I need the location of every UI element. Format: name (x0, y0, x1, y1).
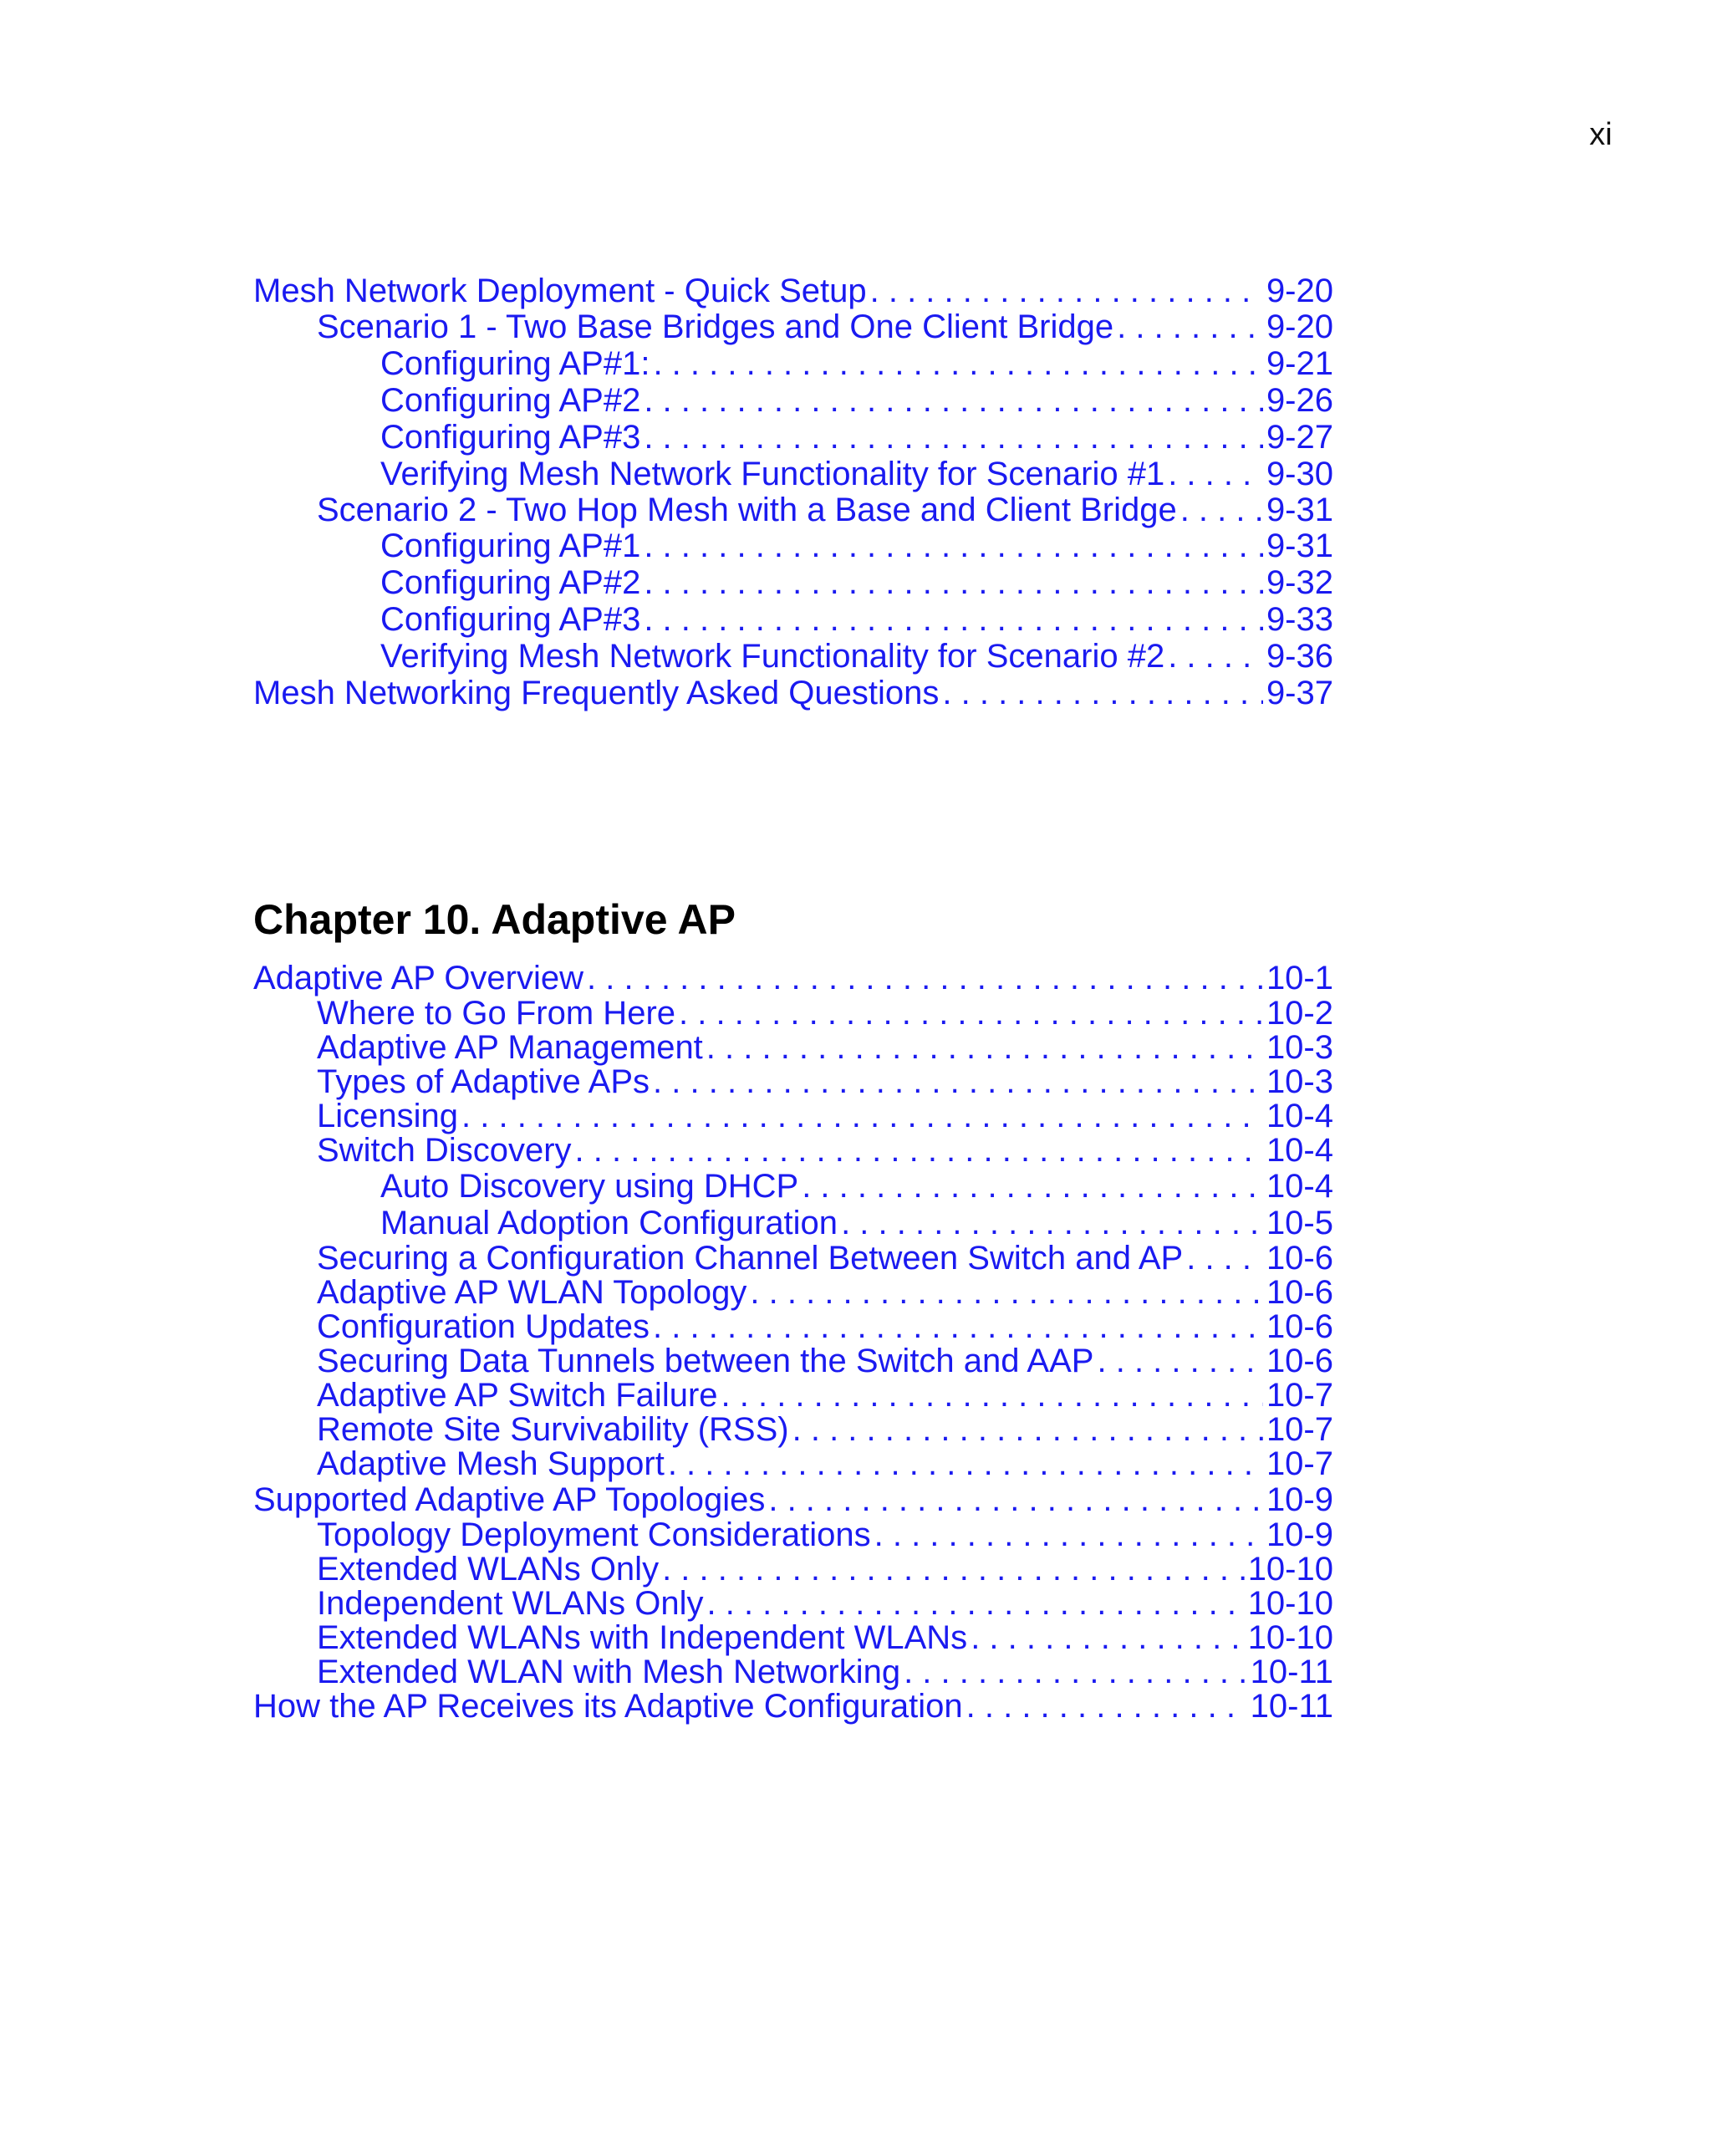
dot-leader (644, 419, 1263, 456)
toc-entry-page-number[interactable]: 9-31 (1266, 492, 1333, 528)
toc-entry-title[interactable]: Supported Adaptive AP Topologies (253, 1481, 766, 1518)
dot-leader (1097, 1344, 1262, 1379)
dot-leader (662, 1552, 1245, 1587)
dot-leader (1168, 456, 1263, 492)
toc-entry-page-number[interactable]: 10-10 (1247, 1551, 1333, 1588)
toc-entry-title[interactable]: Configuring AP#2 (380, 564, 641, 601)
toc-entry[interactable] (253, 345, 1333, 382)
toc-entry-title[interactable]: Mesh Network Deployment - Quick Setup (253, 273, 867, 309)
dot-leader (904, 1655, 1247, 1690)
dot-leader (942, 675, 1263, 711)
toc-entry-page-number[interactable]: 10-7 (1266, 1377, 1333, 1414)
dot-leader (971, 1621, 1245, 1655)
toc-entry[interactable] (253, 1518, 1333, 1552)
dot-leader (461, 1099, 1263, 1134)
toc-entry[interactable] (253, 1276, 1333, 1310)
toc-entry-title[interactable]: Configuration Updates (317, 1308, 650, 1345)
toc-entry[interactable] (253, 1587, 1333, 1621)
dot-leader (587, 960, 1263, 996)
toc-entry-title[interactable]: Independent WLANs Only (317, 1585, 704, 1622)
toc-entry-page-number[interactable]: 9-31 (1266, 528, 1333, 564)
toc-entry[interactable] (253, 1031, 1333, 1065)
toc-entry-page-number[interactable]: 9-20 (1266, 273, 1333, 309)
toc-entry[interactable] (253, 1168, 1333, 1205)
dot-leader (706, 1587, 1244, 1621)
toc-entry[interactable] (253, 996, 1333, 1031)
toc-entry-title[interactable]: Configuring AP#1: (380, 345, 650, 382)
toc-entry-title[interactable]: Topology Deployment Considerations (317, 1516, 871, 1553)
toc-entry-page-number[interactable]: 10-6 (1266, 1343, 1333, 1379)
toc-entry-page-number[interactable]: 10-4 (1266, 1098, 1333, 1134)
toc-entry[interactable] (253, 1134, 1333, 1168)
dot-leader (1117, 309, 1263, 345)
toc-entry[interactable] (253, 273, 1333, 309)
dot-leader (706, 1031, 1263, 1065)
toc-entry-title[interactable]: Adaptive AP Management (317, 1029, 703, 1066)
toc-entry-page-number[interactable]: 9-26 (1266, 382, 1333, 419)
dot-leader (870, 273, 1263, 309)
dot-leader (575, 1134, 1263, 1168)
toc-entry-page-number[interactable]: 9-32 (1266, 564, 1333, 601)
dot-leader (874, 1518, 1263, 1552)
toc-entry[interactable] (253, 1344, 1333, 1379)
toc-entry-page-number[interactable]: 9-36 (1266, 638, 1333, 675)
toc-entry-page-number[interactable]: 9-33 (1266, 601, 1333, 638)
toc-entry-title[interactable]: Adaptive Mesh Support (317, 1445, 665, 1482)
toc-entry-title[interactable]: Switch Discovery (317, 1132, 572, 1169)
toc-entry-title[interactable]: Where to Go From Here (317, 995, 676, 1032)
toc-entry-title[interactable]: Adaptive AP WLAN Topology (317, 1274, 747, 1311)
dot-leader (653, 1065, 1263, 1099)
toc-list-mesh-deployment (253, 273, 1333, 711)
dot-leader (653, 345, 1262, 382)
dot-leader (721, 1379, 1263, 1413)
toc-entry-page-number[interactable]: 10-6 (1266, 1274, 1333, 1311)
dot-leader (1186, 1241, 1263, 1276)
toc-entry-title[interactable]: Extended WLAN with Mesh Networking (317, 1654, 901, 1690)
toc-entry-title[interactable]: Scenario 1 - Two Base Bridges and One Client Bridge (317, 308, 1114, 345)
toc-entry-page-number[interactable]: 9-20 (1266, 308, 1333, 345)
toc-entry-title[interactable]: Configuring AP#1 (380, 528, 641, 564)
toc-entry-page-number[interactable]: 10-6 (1266, 1240, 1333, 1277)
toc-entry-page-number[interactable]: 10-11 (1250, 1654, 1333, 1690)
toc-entry-title[interactable]: Verifying Mesh Network Functionality for Scenario #1 (380, 456, 1165, 492)
toc-entry-page-number[interactable]: 9-30 (1266, 456, 1333, 492)
toc-entry-page-number[interactable]: 10-10 (1247, 1619, 1333, 1656)
toc-entry[interactable] (253, 1552, 1333, 1587)
dot-leader (802, 1168, 1263, 1205)
toc-entry-title[interactable]: Extended WLANs with Independent WLANs (317, 1619, 968, 1656)
toc-entry-title[interactable]: Configuring AP#2 (380, 382, 641, 419)
toc-entry-page-number[interactable]: 10-6 (1266, 1308, 1333, 1345)
toc-entry-title[interactable]: Scenario 2 - Two Hop Mesh with a Base and Client Bridge (317, 492, 1177, 528)
toc-entry-page-number[interactable]: 9-21 (1266, 345, 1333, 382)
toc-entry-page-number[interactable]: 10-4 (1266, 1132, 1333, 1169)
toc-entry[interactable] (253, 564, 1333, 601)
toc-entry-page-number[interactable]: 10-11 (1250, 1688, 1333, 1725)
toc-entry-title[interactable]: Verifying Mesh Network Functionality for Scenario #2 (380, 638, 1165, 675)
toc-entry[interactable] (253, 601, 1333, 638)
dot-leader (644, 601, 1263, 638)
toc-entry-title[interactable]: Adaptive AP Overview (253, 960, 584, 996)
toc-entry-title[interactable]: Configuring AP#3 (380, 419, 641, 456)
toc-entry[interactable] (253, 1413, 1333, 1447)
toc-entry-title[interactable]: How the AP Receives its Adaptive Configuration (253, 1688, 963, 1725)
toc-entry[interactable] (253, 309, 1333, 345)
toc-entry[interactable] (253, 1655, 1333, 1690)
toc-entry-page-number[interactable]: 9-37 (1266, 675, 1333, 711)
toc-entry[interactable] (253, 1241, 1333, 1276)
toc-entry-title[interactable]: Securing a Configuration Channel Between Switch and AP (317, 1240, 1184, 1277)
toc-entry[interactable] (253, 1065, 1333, 1099)
toc-entry-title[interactable]: Auto Discovery using DHCP (380, 1168, 799, 1205)
dot-leader (644, 382, 1263, 419)
toc-entry[interactable] (253, 1447, 1333, 1481)
toc-entry[interactable] (253, 456, 1333, 492)
dot-leader (768, 1481, 1263, 1518)
toc-entry-page-number[interactable]: 10-4 (1266, 1168, 1333, 1205)
dot-leader (1180, 492, 1263, 528)
toc-entry-page-number[interactable]: 10-9 (1266, 1516, 1333, 1553)
toc-entry-title[interactable]: Adaptive AP Switch Failure (317, 1377, 718, 1414)
dot-leader (644, 564, 1263, 601)
toc-entry[interactable] (253, 675, 1333, 711)
toc-entry[interactable] (253, 1205, 1333, 1241)
dot-leader (841, 1205, 1263, 1241)
toc-entry[interactable] (253, 492, 1333, 528)
dot-leader (966, 1690, 1247, 1724)
toc-entry-title[interactable]: Manual Adoption Configuration (380, 1205, 838, 1241)
toc-entry-page-number[interactable]: 10-10 (1247, 1585, 1333, 1622)
dot-leader (668, 1447, 1263, 1481)
toc-entry-page-number[interactable]: 10-2 (1266, 995, 1333, 1032)
toc-entry-title[interactable]: Securing Data Tunnels between the Switch and AAP (317, 1343, 1094, 1379)
toc-entry-page-number[interactable]: 10-9 (1266, 1481, 1333, 1518)
toc-entry[interactable] (253, 638, 1333, 675)
toc-entry-page-number[interactable]: 10-3 (1266, 1063, 1333, 1100)
toc-entry-page-number[interactable]: 10-7 (1266, 1411, 1333, 1448)
toc-entry[interactable] (253, 382, 1333, 419)
toc-entry-page-number[interactable]: 10-5 (1266, 1205, 1333, 1241)
toc-entry-title[interactable]: Extended WLANs Only (317, 1551, 660, 1588)
dot-leader (750, 1276, 1263, 1310)
toc-entry-page-number[interactable]: 9-27 (1266, 419, 1333, 456)
chapter-heading: Chapter 10. Adaptive AP (253, 896, 736, 943)
toc-entry[interactable] (253, 1690, 1333, 1724)
toc-entry[interactable] (253, 960, 1333, 996)
toc-entry-page-number[interactable]: 10-3 (1266, 1029, 1333, 1066)
toc-entry[interactable] (253, 1310, 1333, 1344)
toc-entry-page-number[interactable]: 10-1 (1266, 960, 1333, 996)
toc-entry-title[interactable]: Mesh Networking Frequently Asked Questions (253, 675, 940, 711)
toc-entry[interactable] (253, 1481, 1333, 1518)
toc-entry[interactable] (253, 1379, 1333, 1413)
toc-entry-title[interactable]: Licensing (317, 1098, 459, 1134)
toc-entry-title[interactable]: Types of Adaptive APs (317, 1063, 650, 1100)
dot-leader (1168, 638, 1263, 675)
toc-entry-title[interactable]: Configuring AP#3 (380, 601, 641, 638)
toc-entry-title[interactable]: Remote Site Survivability (RSS) (317, 1411, 789, 1448)
toc-entry[interactable] (253, 1099, 1333, 1134)
toc-entry[interactable] (253, 419, 1333, 456)
toc-entry[interactable] (253, 1621, 1333, 1655)
dot-leader (644, 528, 1263, 564)
toc-entry-page-number[interactable]: 10-7 (1266, 1445, 1333, 1482)
toc-list-adaptive-ap (253, 960, 1333, 1724)
dot-leader (679, 996, 1263, 1031)
dot-leader (792, 1413, 1263, 1447)
dot-leader (653, 1310, 1263, 1344)
toc-entry[interactable] (253, 528, 1333, 564)
page-number: xi (1589, 117, 1613, 152)
